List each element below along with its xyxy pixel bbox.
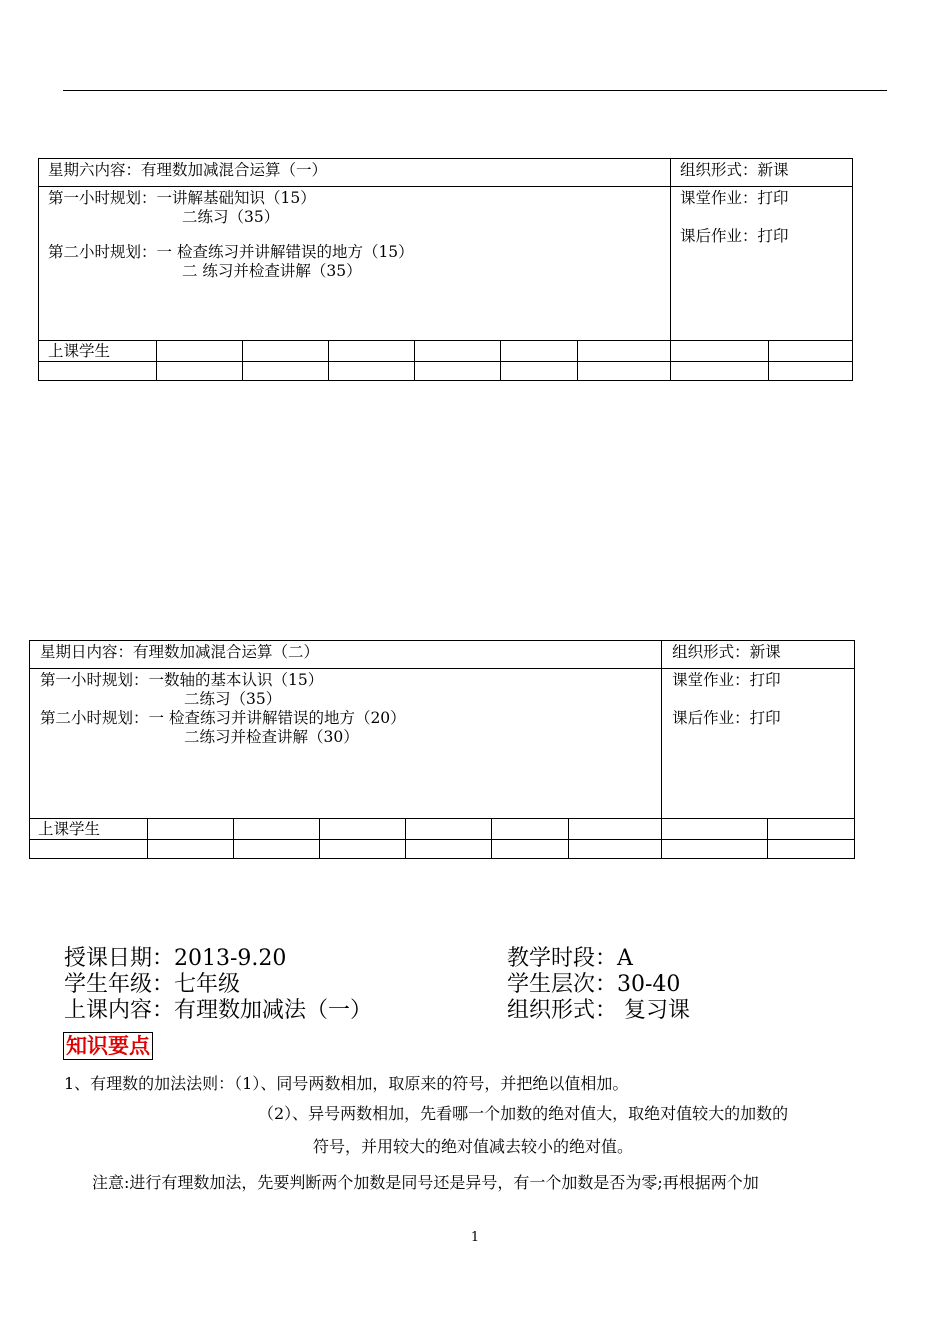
- plan-schedule-cell: [39, 187, 671, 341]
- student-cell: [406, 840, 492, 859]
- student-cell: [320, 819, 406, 840]
- student-cell: [234, 819, 320, 840]
- hour2-item2: 二练习并检查讲解（30）: [184, 728, 359, 746]
- student-cell: [243, 362, 329, 381]
- hour1-item1: 一讲解基础知识（15）: [156, 189, 316, 207]
- addition-rule-1: 1、有理数的加法法则：（1）、同号两数相加，取原来的符号，并把绝以值相加。: [64, 1074, 629, 1093]
- student-cell: [569, 840, 662, 859]
- student-cell: [769, 341, 853, 362]
- student-cell: [329, 341, 415, 362]
- hour2-item2: 二 练习并检查讲解（35）: [182, 262, 362, 280]
- student-level: 学生层次：30-40: [507, 972, 681, 997]
- form-cell: [671, 159, 853, 187]
- student-cell: [578, 362, 671, 381]
- student-grade: 学生年级：七年级: [64, 972, 241, 997]
- lesson-info: [64, 946, 690, 1024]
- hour2-item1: 一 检查练习并讲解错误的地方（15）: [156, 243, 414, 261]
- hour2-label: 第二小时规划：: [48, 243, 157, 261]
- hour1-item1: 一数轴的基本认识（15）: [148, 671, 324, 689]
- student-cell: [578, 341, 671, 362]
- hour2-item1: 一 检查练习并讲解错误的地方（20）: [148, 709, 406, 727]
- student-cell: [406, 819, 492, 840]
- plan-form: 组织形式：新课: [680, 161, 789, 179]
- addition-note: 注意:进行有理数加法，先要判断两个加数是同号还是异号，有一个加数是否为零;再根据两个加: [92, 1173, 759, 1192]
- lesson-form: 组织形式： 复习课: [507, 998, 690, 1023]
- homework-cell: [671, 187, 853, 341]
- plan-form: 组织形式：新课: [672, 643, 781, 661]
- addition-rule-2b: 符号，并用较大的绝对值减去较小的绝对值。: [313, 1137, 634, 1156]
- plan-title: 星期日内容：有理数加减混合运算（二）: [40, 643, 320, 661]
- page-number: 1: [470, 1230, 480, 1245]
- classwork-text: 课堂作业：打印: [680, 189, 789, 207]
- student-cell: [320, 840, 406, 859]
- student-cell: [501, 341, 578, 362]
- students-label: 上课学生: [38, 820, 101, 838]
- lesson-date: 授课日期：2013-9.20: [64, 946, 287, 971]
- student-cell: [768, 840, 855, 859]
- lesson-plan-table-saturday: [38, 158, 853, 381]
- student-cell: [415, 362, 501, 381]
- form-cell: [662, 641, 855, 669]
- student-cell: [671, 362, 769, 381]
- classwork-text: 课堂作业：打印: [672, 671, 781, 689]
- student-cell: [234, 840, 320, 859]
- homework-cell: [662, 669, 855, 819]
- student-cell: [492, 819, 569, 840]
- student-cell: [148, 840, 234, 859]
- knowledge-points-badge: 知识要点: [63, 1032, 153, 1060]
- students-label-cell: [30, 819, 148, 840]
- student-cell: [415, 341, 501, 362]
- homework-text: 课后作业：打印: [680, 227, 789, 245]
- student-cell: [329, 362, 415, 381]
- homework-text: 课后作业：打印: [672, 709, 781, 727]
- hour1-item2: 二练习（35）: [184, 690, 282, 708]
- students-label-cell: [39, 341, 157, 362]
- students-label: 上课学生: [48, 342, 111, 360]
- lesson-plan-table-sunday: [29, 640, 855, 859]
- plan-title-cell: [30, 641, 662, 669]
- hour2-label: 第二小时规划：: [40, 709, 149, 727]
- student-cell: [157, 362, 243, 381]
- hour1-label: 第一小时规划：: [40, 671, 149, 689]
- student-cell: [39, 362, 157, 381]
- plan-schedule-cell: [30, 669, 662, 819]
- student-cell: [662, 819, 768, 840]
- schedule: [39, 187, 670, 281]
- schedule: [30, 669, 661, 747]
- student-cell: [243, 341, 329, 362]
- header-rule: [63, 90, 887, 91]
- addition-rule-2a: （2）、异号两数相加，先看哪一个加数的绝对值大，取绝对值较大的加数的: [258, 1104, 789, 1123]
- student-cell: [148, 819, 234, 840]
- lesson-content: 上课内容：有理数加减法（一）: [64, 998, 373, 1023]
- student-cell: [501, 362, 578, 381]
- student-cell: [662, 840, 768, 859]
- plan-title: 星期六内容：有理数加减混合运算（一）: [48, 161, 328, 179]
- plan-title-cell: [39, 159, 671, 187]
- student-cell: [157, 341, 243, 362]
- student-cell: [492, 840, 569, 859]
- hour1-label: 第一小时规划：: [48, 189, 157, 207]
- student-cell: [769, 362, 853, 381]
- student-cell: [768, 819, 855, 840]
- student-cell: [569, 819, 662, 840]
- teaching-period: 教学时段：A: [507, 946, 633, 971]
- student-cell: [30, 840, 148, 859]
- hour1-item2: 二练习（35）: [182, 208, 280, 226]
- student-cell: [671, 341, 769, 362]
